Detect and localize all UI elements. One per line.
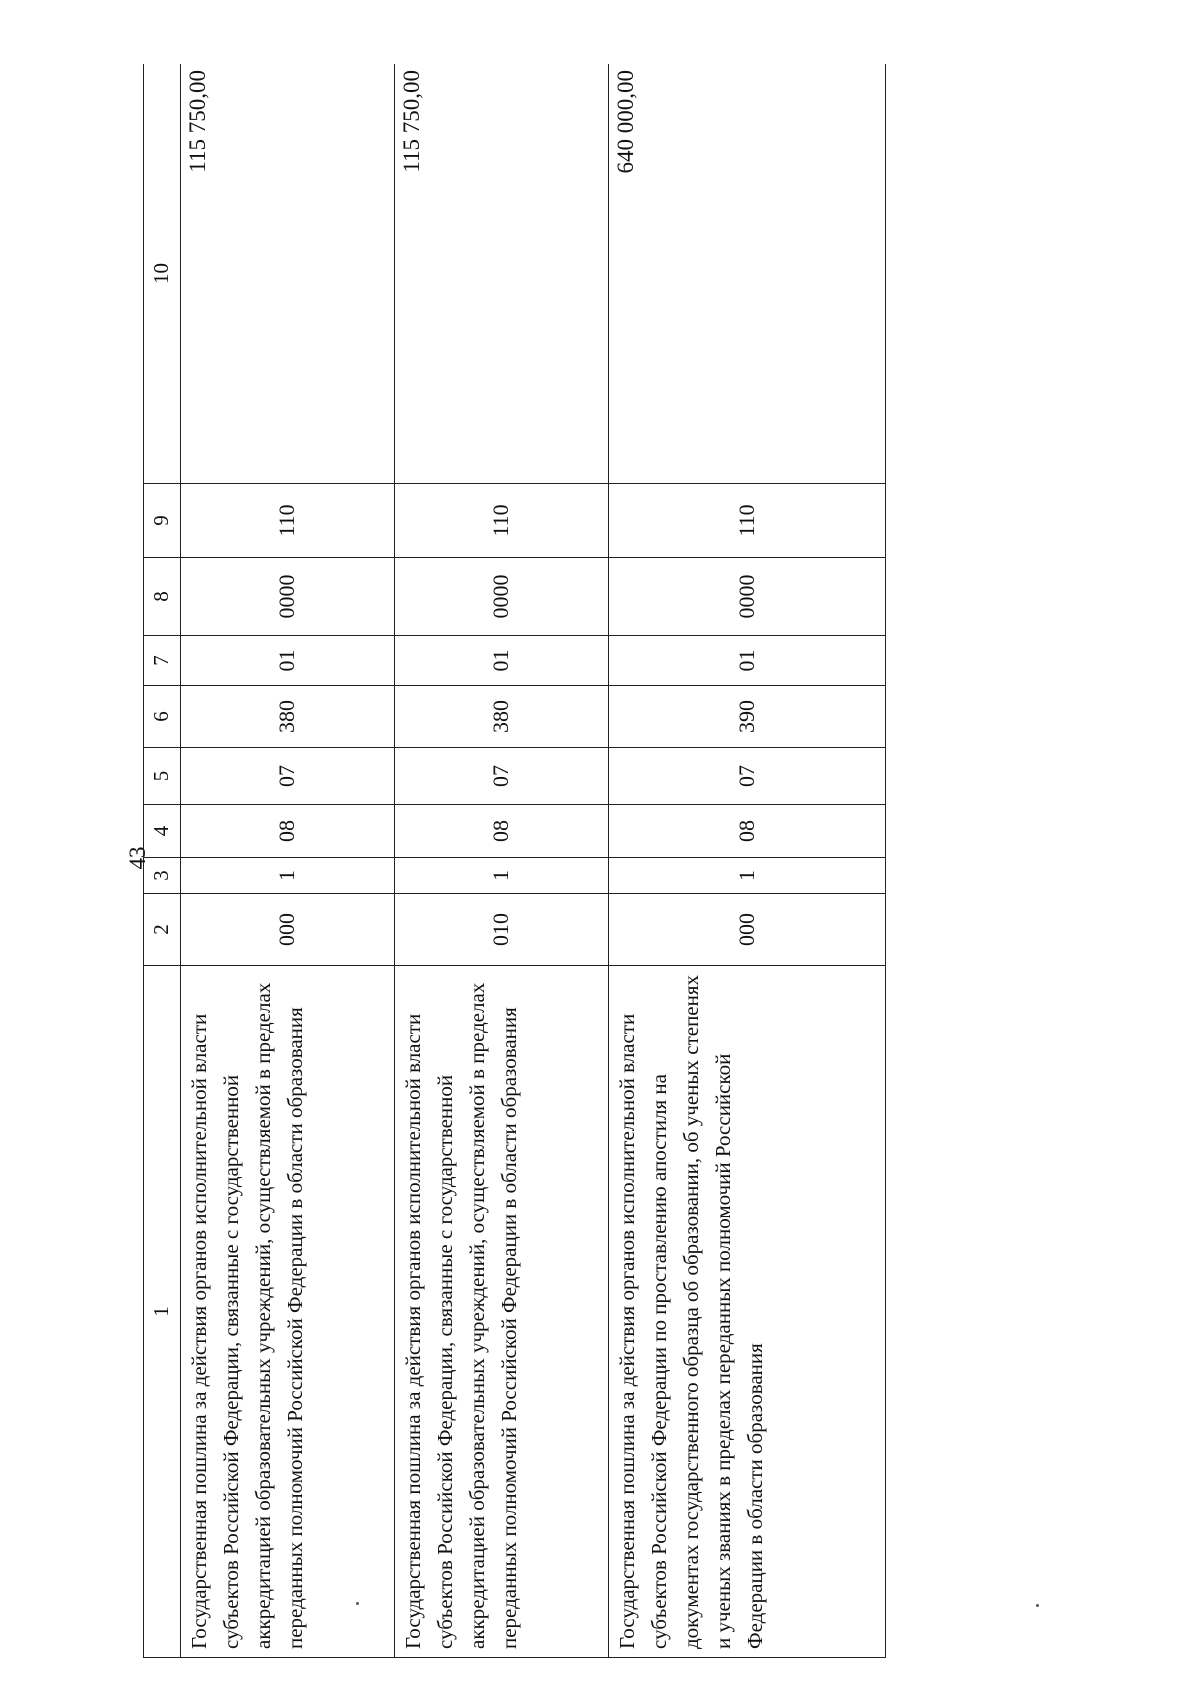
column-header: 1 — [144, 966, 181, 1658]
code-group: 1 — [180, 858, 394, 894]
column-header: 9 — [144, 484, 181, 558]
amount-cell: 640 000,00 — [609, 64, 886, 484]
code-subarticle: 380 — [394, 686, 608, 748]
code-program: 0000 — [180, 558, 394, 636]
column-header: 2 — [144, 894, 181, 966]
code-article: 07 — [394, 748, 608, 805]
column-header: 7 — [144, 636, 181, 686]
amount-cell: 115 750,00 — [394, 64, 608, 484]
column-header: 8 — [144, 558, 181, 636]
code-admin: 000 — [609, 894, 886, 966]
column-header: 3 — [144, 858, 181, 894]
table-row — [180, 64, 394, 1658]
scan-speck — [356, 1602, 359, 1605]
code-group: 1 — [609, 858, 886, 894]
amount-cell: 115 750,00 — [180, 64, 394, 484]
code-element: 01 — [180, 636, 394, 686]
budget-codes-table — [143, 64, 886, 1658]
code-element: 01 — [394, 636, 608, 686]
row-description: Государственная пошлина за действия органов исполнительной власти субъектов Российской Федерации, связанные с государственной аккредитацией образовательных учреждений, осуществляемой в пределах переданных полномочий Российской Федерации в области образования — [394, 966, 608, 1658]
code-element: 01 — [609, 636, 886, 686]
table-row — [394, 64, 608, 1658]
rotated-table-area — [143, 64, 886, 1658]
code-economic: 110 — [609, 484, 886, 558]
code-subarticle: 390 — [609, 686, 886, 748]
code-program: 0000 — [609, 558, 886, 636]
column-header: 5 — [144, 748, 181, 805]
code-subgroup: 08 — [180, 805, 394, 858]
code-program: 0000 — [394, 558, 608, 636]
page-number: 43 — [125, 846, 150, 870]
code-admin: 000 — [180, 894, 394, 966]
column-header: 4 — [144, 805, 181, 858]
row-description: Государственная пошлина за действия органов исполнительной власти субъектов Российской Федерации по проставлению апостиля на документах государственного образца об образовании, об ученых степенях и ученых званиях в пределах переданных полномочий Российской Федерации в области образования — [609, 966, 886, 1658]
code-subarticle: 380 — [180, 686, 394, 748]
row-description: Государственная пошлина за действия органов исполнительной власти субъектов Российской Федерации, связанные с государственной аккредитацией образовательных учреждений, осуществляемой в пределах переданных полномочий Российской Федерации в области образования — [180, 966, 394, 1658]
code-economic: 110 — [180, 484, 394, 558]
header-row — [144, 64, 181, 1658]
code-subgroup: 08 — [609, 805, 886, 858]
code-article: 07 — [609, 748, 886, 805]
table-wrapper — [143, 64, 886, 1658]
column-header: 6 — [144, 686, 181, 748]
code-article: 07 — [180, 748, 394, 805]
column-header: 10 — [144, 64, 181, 484]
code-admin: 010 — [394, 894, 608, 966]
code-subgroup: 08 — [394, 805, 608, 858]
code-economic: 110 — [394, 484, 608, 558]
scan-speck — [1036, 1604, 1039, 1607]
table-row — [609, 64, 886, 1658]
code-group: 1 — [394, 858, 608, 894]
